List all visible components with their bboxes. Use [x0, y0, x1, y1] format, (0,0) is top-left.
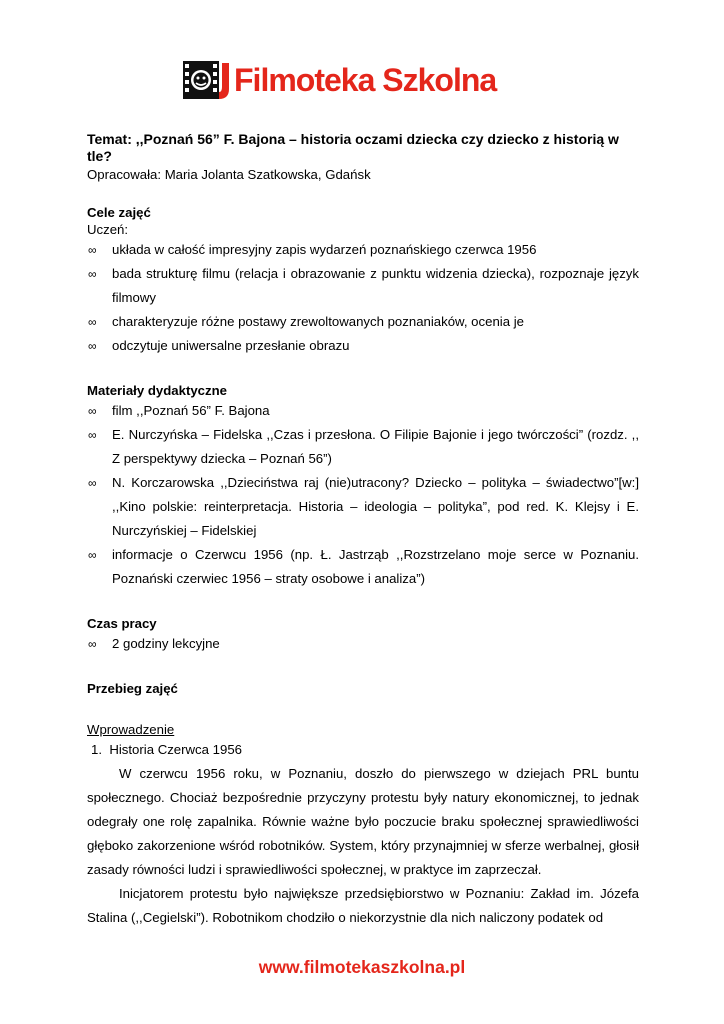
infinity-bullet-icon: ∞	[88, 315, 97, 329]
infinity-bullet-icon: ∞	[88, 548, 97, 562]
infinity-bullet-icon: ∞	[88, 339, 97, 353]
infinity-bullet-icon: ∞	[88, 404, 97, 418]
list-item: ∞ film ,,Poznań 56” F. Bajona	[87, 399, 639, 423]
list-item: ∞ charakteryzuje różne postawy zrewoltowanych poznaniaków, ocenia je	[87, 310, 639, 334]
logo-text: Filmoteka Szkolna	[234, 62, 497, 98]
materials-list	[87, 399, 639, 591]
goals-list	[87, 238, 639, 358]
list-item: ∞ informacje o Czerwcu 1956 (np. Ł. Jastrząb ,,Rozstrzelano moje serce w Poznaniu. Poznański czerwiec 1956 – straty osobowe i analiza”)	[87, 543, 639, 591]
goals-intro: Uczeń:	[87, 222, 129, 237]
list-item: ∞ układa w całość impresyjny zapis wydarzeń poznańskiego czerwca 1956	[87, 238, 639, 262]
film-reel-logo-icon	[182, 59, 232, 101]
paragraph: Inicjatorem protestu było największe przedsiębiorstwo w Poznaniu: Zakład im. Józefa Stalina (,,Cegielski”). Robotnikom chodziło o niekorzystnie dla nich naliczony podatek od	[87, 886, 639, 925]
infinity-bullet-icon: ∞	[88, 476, 97, 490]
infinity-bullet-icon: ∞	[88, 428, 97, 442]
materials-heading: Materiały dydaktyczne	[87, 383, 227, 398]
list-item: ∞ 2 godziny lekcyjne	[87, 632, 639, 656]
goals-heading: Cele zajęć	[87, 205, 151, 220]
list-item: ∞ bada strukturę filmu (relacja i obrazowanie z punktu widzenia dziecka), rozpoznaje język filmowy	[87, 262, 639, 310]
infinity-bullet-icon: ∞	[88, 243, 97, 257]
list-item: ∞ E. Nurczyńska – Fidelska ,,Czas i przesłona. O Filipie Bajonie i jego twórczości” (rozdz. ,, Z perspektywy dziecka – Poznań 56”)	[87, 423, 639, 471]
footer-url[interactable]: www.filmotekaszkolna.pl	[258, 957, 466, 977]
course-heading: Przebieg zajęć	[87, 681, 178, 696]
author-line: Opracowała: Maria Jolanta Szatkowska, Gdańsk	[87, 167, 371, 182]
time-list	[87, 632, 639, 656]
page-title: Temat: ,,Poznań 56” F. Bajona – historia oczami dziecka czy dziecko z historią w tle?	[87, 131, 619, 164]
logo	[182, 58, 496, 102]
infinity-bullet-icon: ∞	[88, 267, 97, 281]
infinity-bullet-icon: ∞	[88, 637, 97, 651]
numbered-item: 1. Historia Czerwca 1956	[91, 742, 242, 757]
document-body	[87, 131, 639, 930]
list-item: ∞ N. Korczarowska ,,Dzieciństwa raj (nie)utracony? Dziecko – polityka – świadectwo”[w:] ,,Kino polskie: reinterpretacja. Historia – ideologia – polityka”, pod red. K. Klejsy i E. Nurczyńskiej – Fidelskiej	[87, 471, 639, 543]
paragraph: W czerwcu 1956 roku, w Poznaniu, doszło do pierwszego w dziejach PRL buntu społecznego. Chociaż bezpośrednie przyczyny protestu były natury ekonomicznej, to jednak odegrały one rolę zapalnika. Równie ważne było poczucie braku społecznej sprawiedliwości głęboko zakorzenione wśród robotników. System, który przynajmniej w sferze werbalnej, głosił zasady równości ludzi i sprawiedliwości społecznej, w praktyce im zaprzeczał.	[87, 766, 639, 877]
intro-subheading: Wprowadzenie	[87, 722, 175, 737]
list-item: ∞ odczytuje uniwersalne przesłanie obrazu	[87, 334, 639, 358]
time-heading: Czas pracy	[87, 616, 157, 631]
